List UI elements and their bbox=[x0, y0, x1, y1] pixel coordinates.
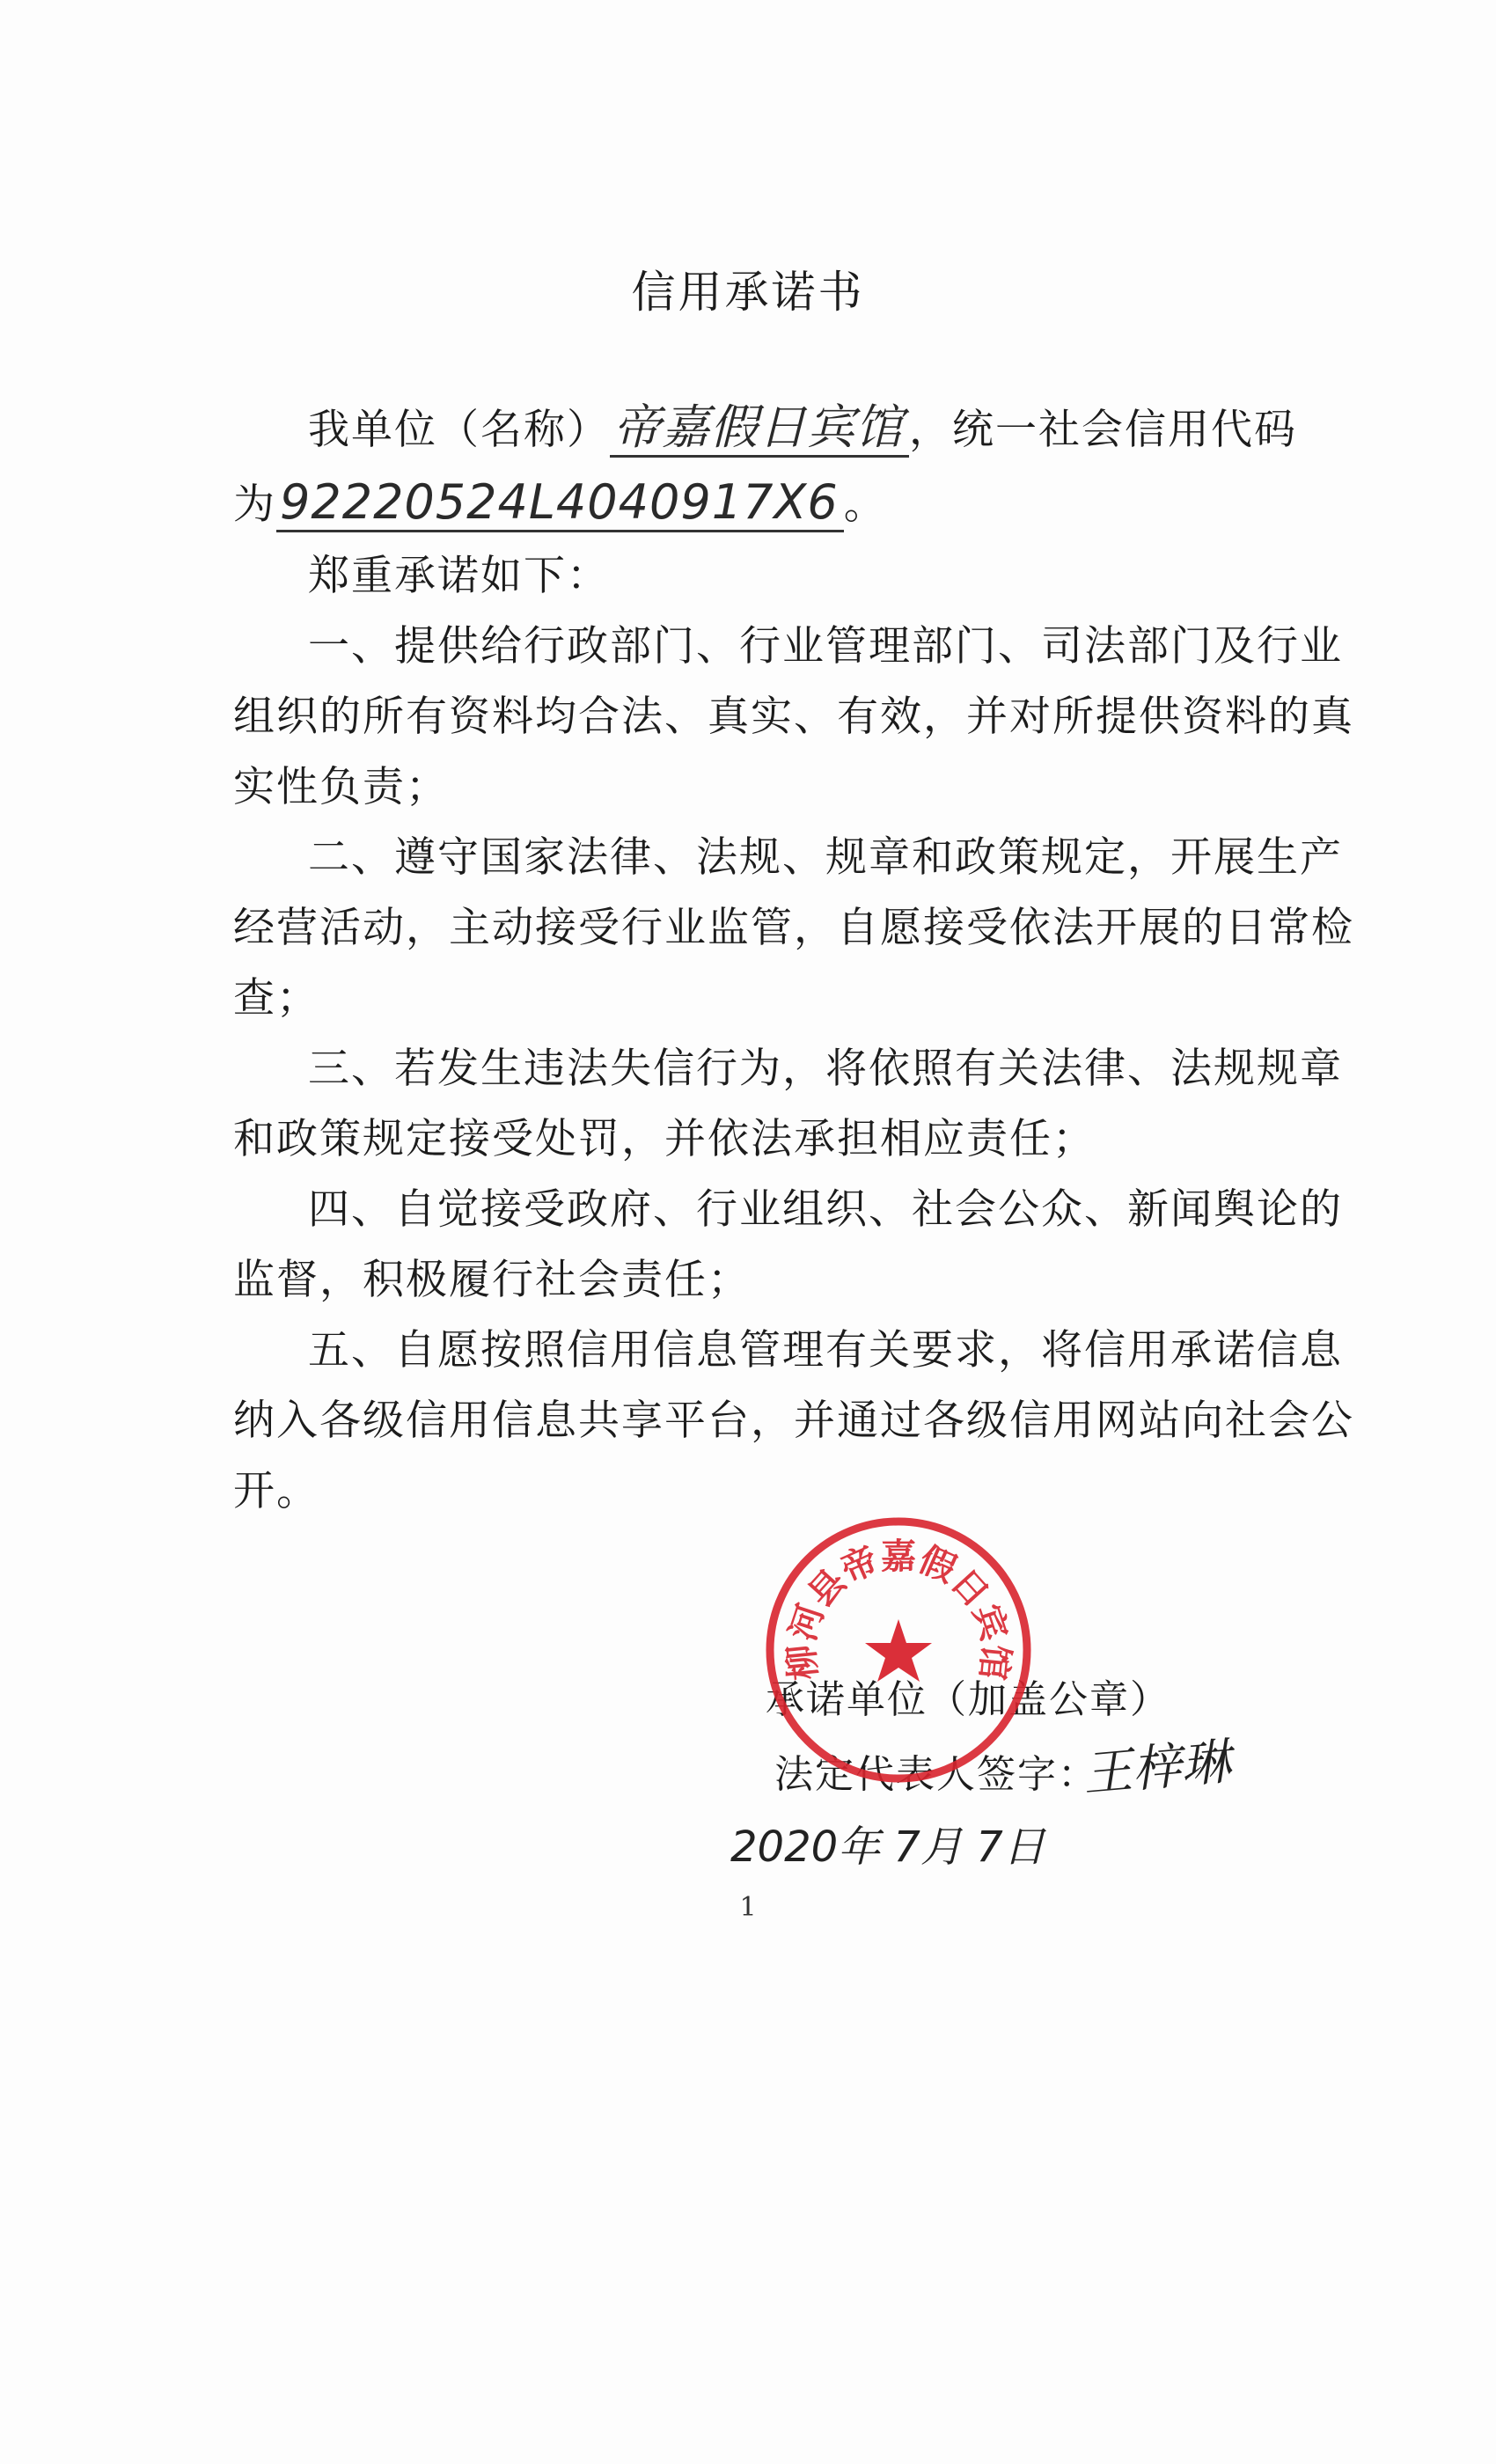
document-title: 信用承诺书 bbox=[631, 267, 865, 318]
unit-seal-label: 承诺单位（加盖公章） bbox=[766, 1677, 1170, 1722]
item-3-line-1: 三、若发生违法失信行为，将依照有关法律、法规规章 bbox=[308, 1045, 1343, 1093]
item-2-line-2: 经营活动，主动接受行业监管，自愿接受依法开展的日常检 bbox=[233, 904, 1354, 952]
item-5-line-3: 开。 bbox=[233, 1467, 319, 1515]
promise-lead: 郑重承诺如下： bbox=[308, 552, 610, 600]
rep-signature-label: 法定代表人签字： bbox=[774, 1752, 1098, 1797]
credit-code-handwritten: 92220524L4040917X6 bbox=[276, 475, 844, 532]
rep-signature-handwritten: 王梓琳 bbox=[1080, 1733, 1233, 1804]
code-prefix: 为 bbox=[233, 480, 276, 529]
item-5-line-1: 五、自愿按照信用信息管理有关要求，将信用承诺信息 bbox=[308, 1326, 1343, 1375]
code-suffix: 。 bbox=[843, 480, 887, 529]
item-1-line-1: 一、提供给行政部门、行业管理部门、司法部门及行业 bbox=[308, 622, 1343, 671]
company-seal-stamp bbox=[764, 1515, 1033, 1785]
item-1-line-2: 组织的所有资料均合法、真实、有效，并对所提供资料的真 bbox=[233, 693, 1354, 741]
item-3-line-2: 和政策规定接受处罚，并依法承担相应责任； bbox=[233, 1115, 1096, 1163]
item-4-line-1: 四、自觉接受政府、行业组织、社会公众、新闻舆论的 bbox=[308, 1185, 1343, 1234]
page-number: 1 bbox=[739, 1892, 757, 1923]
item-5-line-2: 纳入各级信用信息共享平台，并通过各级信用网站向社会公 bbox=[233, 1397, 1354, 1445]
item-2-line-3: 查； bbox=[233, 974, 319, 1023]
credit-code-line bbox=[233, 475, 1272, 532]
date-handwritten: 2020年 7月 7日 bbox=[730, 1822, 1045, 1872]
unit-name-handwritten: 帝嘉假日宾馆 bbox=[610, 400, 909, 458]
seal-star-icon bbox=[865, 1619, 932, 1682]
intro-line bbox=[308, 400, 1297, 458]
item-4-line-2: 监督，积极履行社会责任； bbox=[233, 1256, 751, 1304]
intro-prefix: 我单位（名称） bbox=[308, 406, 610, 454]
seal-text: 柳河县帝嘉假日宾馆 bbox=[781, 1536, 1016, 1683]
intro-suffix: ，统一社会信用代码 bbox=[909, 406, 1297, 454]
item-2-line-1: 二、遵守国家法律、法规、规章和政策规定，开展生产 bbox=[308, 833, 1343, 882]
item-1-line-3: 实性负责； bbox=[233, 763, 449, 811]
